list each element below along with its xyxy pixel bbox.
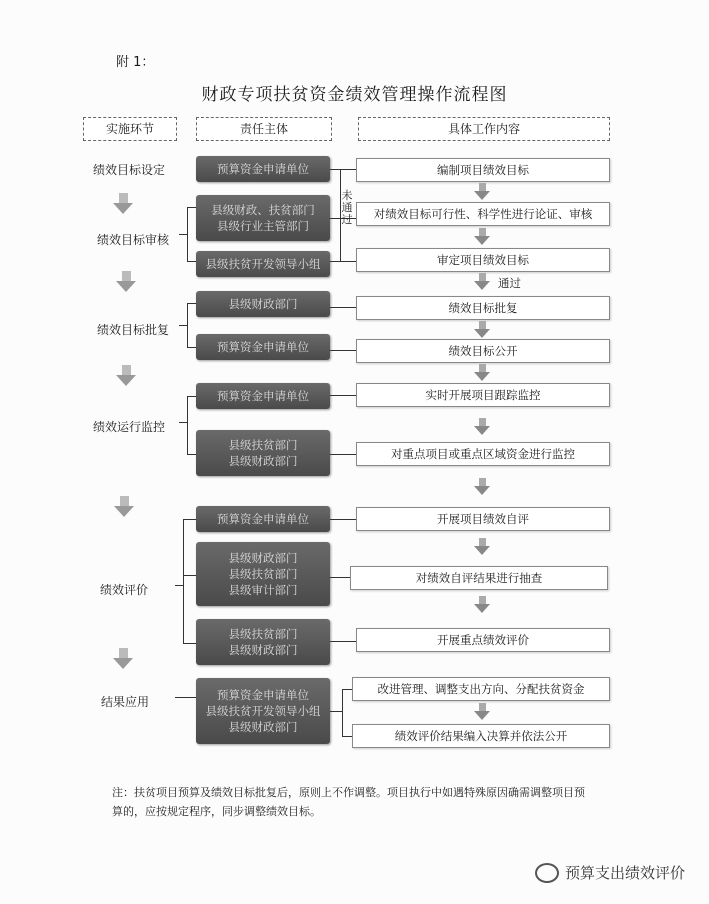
down-arrow-icon (474, 703, 490, 719)
subject-box: 预算资金申请单位 县级扶贫开发领导小组 县级财政部门 (196, 678, 330, 744)
subject-box: 预算资金申请单位 (196, 506, 330, 532)
task-box: 绩效目标批复 (356, 296, 610, 320)
task-box: 开展重点绩效评价 (356, 628, 610, 652)
task-box: 绩效评价结果编入决算并依法公开 (352, 724, 610, 748)
subject-box: 县级财政、扶贫部门 县级行业主管部门 (196, 195, 330, 241)
stage-arrow-icon (116, 365, 136, 387)
passed-label: 通过 (498, 276, 521, 290)
task-box: 开展项目绩效自评 (356, 507, 610, 531)
stage-goal-review: 绩效目标审核 (97, 233, 170, 247)
annex-label: 附 1： (116, 55, 155, 70)
stage-arrow-icon (114, 496, 134, 518)
down-arrow-icon (474, 228, 490, 244)
subject-box: 县级扶贫开发领导小组 (196, 251, 330, 277)
header-subject: 责任主体 (196, 117, 332, 141)
task-box: 实时开展项目跟踪监控 (356, 383, 610, 407)
subject-box: 县级财政部门 县级扶贫部门 县级审计部门 (196, 542, 330, 606)
task-box: 对绩效自评结果进行抽查 (350, 566, 608, 590)
down-arrow-icon (474, 418, 490, 434)
page-title: 财政专项扶贫资金绩效管理操作流程图 (201, 85, 508, 105)
stage-arrow-icon (113, 193, 133, 215)
down-arrow-icon (474, 538, 490, 554)
task-box: 对重点项目或重点区域资金进行监控 (356, 442, 610, 466)
stage-evaluation: 绩效评价 (100, 583, 149, 597)
stage-result-application: 结果应用 (101, 695, 150, 709)
down-arrow-icon (474, 596, 490, 612)
task-box: 编制项目绩效目标 (356, 158, 610, 182)
down-arrow-icon (474, 364, 490, 380)
stage-monitoring: 绩效运行监控 (93, 420, 166, 434)
wechat-icon (535, 863, 559, 883)
footnote: 注：扶贫项目预算及绩效目标批复后，原则上不作调整。项目执行中如遇特殊原因确需调整项目预算的，应按规定程序，同步调整绩效目标。 (112, 786, 585, 818)
task-box: 对绩效目标可行性、科学性进行论证、审核 (356, 202, 610, 226)
task-box: 审定项目绩效目标 (356, 248, 610, 272)
down-arrow-icon (474, 273, 490, 289)
watermark (535, 862, 685, 883)
stage-goal-setting: 绩效目标设定 (93, 163, 166, 177)
task-box: 绩效目标公开 (356, 339, 610, 363)
subject-box: 预算资金申请单位 (196, 383, 330, 409)
subject-box: 县级扶贫部门 县级财政部门 (196, 619, 330, 665)
header-content: 具体工作内容 (358, 117, 610, 141)
subject-box: 预算资金申请单位 (196, 334, 330, 360)
header-stage: 实施环节 (83, 117, 177, 141)
not-passed-label: 未通过 (341, 189, 353, 226)
stage-arrow-icon (113, 648, 133, 670)
down-arrow-icon (474, 321, 490, 337)
task-box: 改进管理、调整支出方向、分配扶贫资金 (352, 677, 610, 701)
stage-arrow-icon (116, 271, 136, 293)
subject-box: 县级扶贫部门 县级财政部门 (196, 430, 330, 476)
down-arrow-icon (474, 183, 490, 199)
subject-box: 县级财政部门 (196, 291, 330, 317)
subject-box: 预算资金申请单位 (196, 156, 330, 182)
watermark-text: 预算支出绩效评价 (564, 864, 685, 882)
down-arrow-icon (474, 478, 490, 494)
stage-goal-approval: 绩效目标批复 (97, 323, 170, 337)
